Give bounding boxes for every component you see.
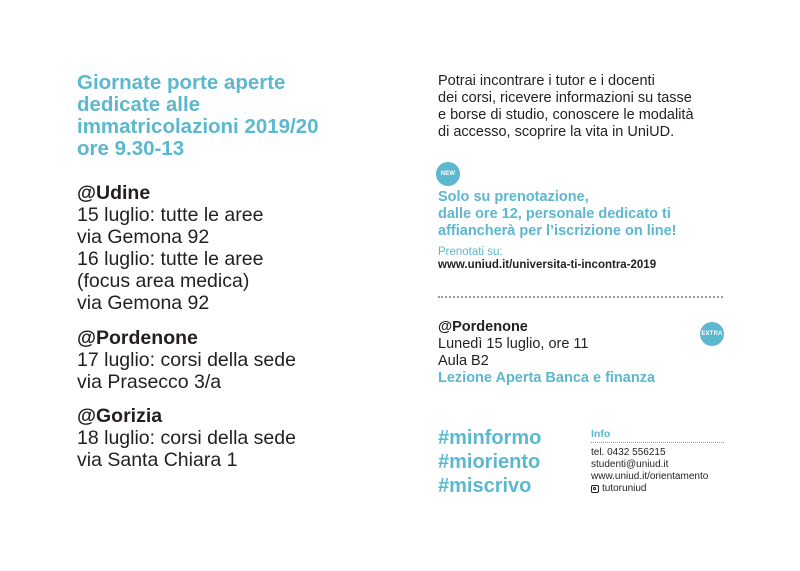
title-line: immatricolazioni 2019/20 <box>77 115 319 138</box>
udine-line: 15 luglio: tutte le aree <box>77 204 264 226</box>
reserve-label: Prenotati su: <box>438 246 503 258</box>
extra-badge: EXTRA <box>700 322 724 346</box>
hashtag: #minformo <box>438 427 542 449</box>
gorizia-line: 18 luglio: corsi della sede <box>77 427 296 449</box>
promo-line: Solo su prenotazione, <box>438 189 589 205</box>
pordenone-section <box>77 327 397 393</box>
promo-line: affiancherà per l’iscrizione on line! <box>438 223 677 239</box>
gorizia-section <box>77 405 397 471</box>
dotted-divider <box>438 296 723 298</box>
hashtags <box>438 426 598 498</box>
udine-line: (focus area medica) <box>77 270 250 292</box>
intro-line: di accesso, scoprire la vita in UniUD. <box>438 124 675 140</box>
udine-line: via Gemona 92 <box>77 226 210 248</box>
info-social[interactable] <box>591 483 731 495</box>
intro-line: Potrai incontrare i tutor e i docenti <box>438 73 655 89</box>
info-email[interactable]: studenti@uniud.it <box>591 459 669 470</box>
udine-section <box>77 182 397 314</box>
hashtag: #miscrivo <box>438 475 532 497</box>
info-phone: tel. 0432 556215 <box>591 447 666 458</box>
instagram-icon <box>591 485 599 493</box>
new-badge: NEW <box>436 162 460 186</box>
gorizia-heading: @Gorizia <box>77 405 163 427</box>
promo-text <box>438 189 758 240</box>
pordenone-line: 17 luglio: corsi della sede <box>77 349 296 371</box>
extra-lesson: Lezione Aperta Banca e finanza <box>438 370 656 386</box>
extra-date: Lunedì 15 luglio, ore 11 <box>438 336 589 352</box>
udine-line: via Gemona 92 <box>77 292 210 314</box>
extra-event <box>438 319 738 387</box>
info-box <box>591 428 731 495</box>
info-title: Info <box>591 428 611 440</box>
gorizia-line: via Santa Chiara 1 <box>77 449 238 471</box>
title-line: dedicate alle <box>77 93 201 116</box>
hashtag: #mioriento <box>438 451 541 473</box>
title-line: Giornate porte aperte <box>77 71 286 94</box>
info-web[interactable]: www.uniud.it/orientamento <box>591 471 709 482</box>
intro-line: dei corsi, ricevere informazioni su tasse <box>438 90 692 106</box>
udine-line: 16 luglio: tutte le aree <box>77 248 264 270</box>
social-handle: tutoruniud <box>602 483 647 494</box>
promo-line: dalle ore 12, personale dedicato ti <box>438 206 671 222</box>
udine-heading: @Udine <box>77 182 151 204</box>
extra-room: Aula B2 <box>438 353 489 369</box>
reserve-link[interactable]: www.uniud.it/universita-ti-incontra-2019 <box>438 259 657 271</box>
intro-text <box>438 73 758 141</box>
pordenone-heading: @Pordenone <box>77 327 198 349</box>
event-title <box>77 72 417 160</box>
extra-heading: @Pordenone <box>438 319 528 335</box>
pordenone-line: via Prasecco 3/a <box>77 371 222 393</box>
info-divider <box>591 442 724 443</box>
title-line: ore 9.30-13 <box>77 137 185 160</box>
intro-line: e borse di studio, conoscere le modalità <box>438 107 694 123</box>
